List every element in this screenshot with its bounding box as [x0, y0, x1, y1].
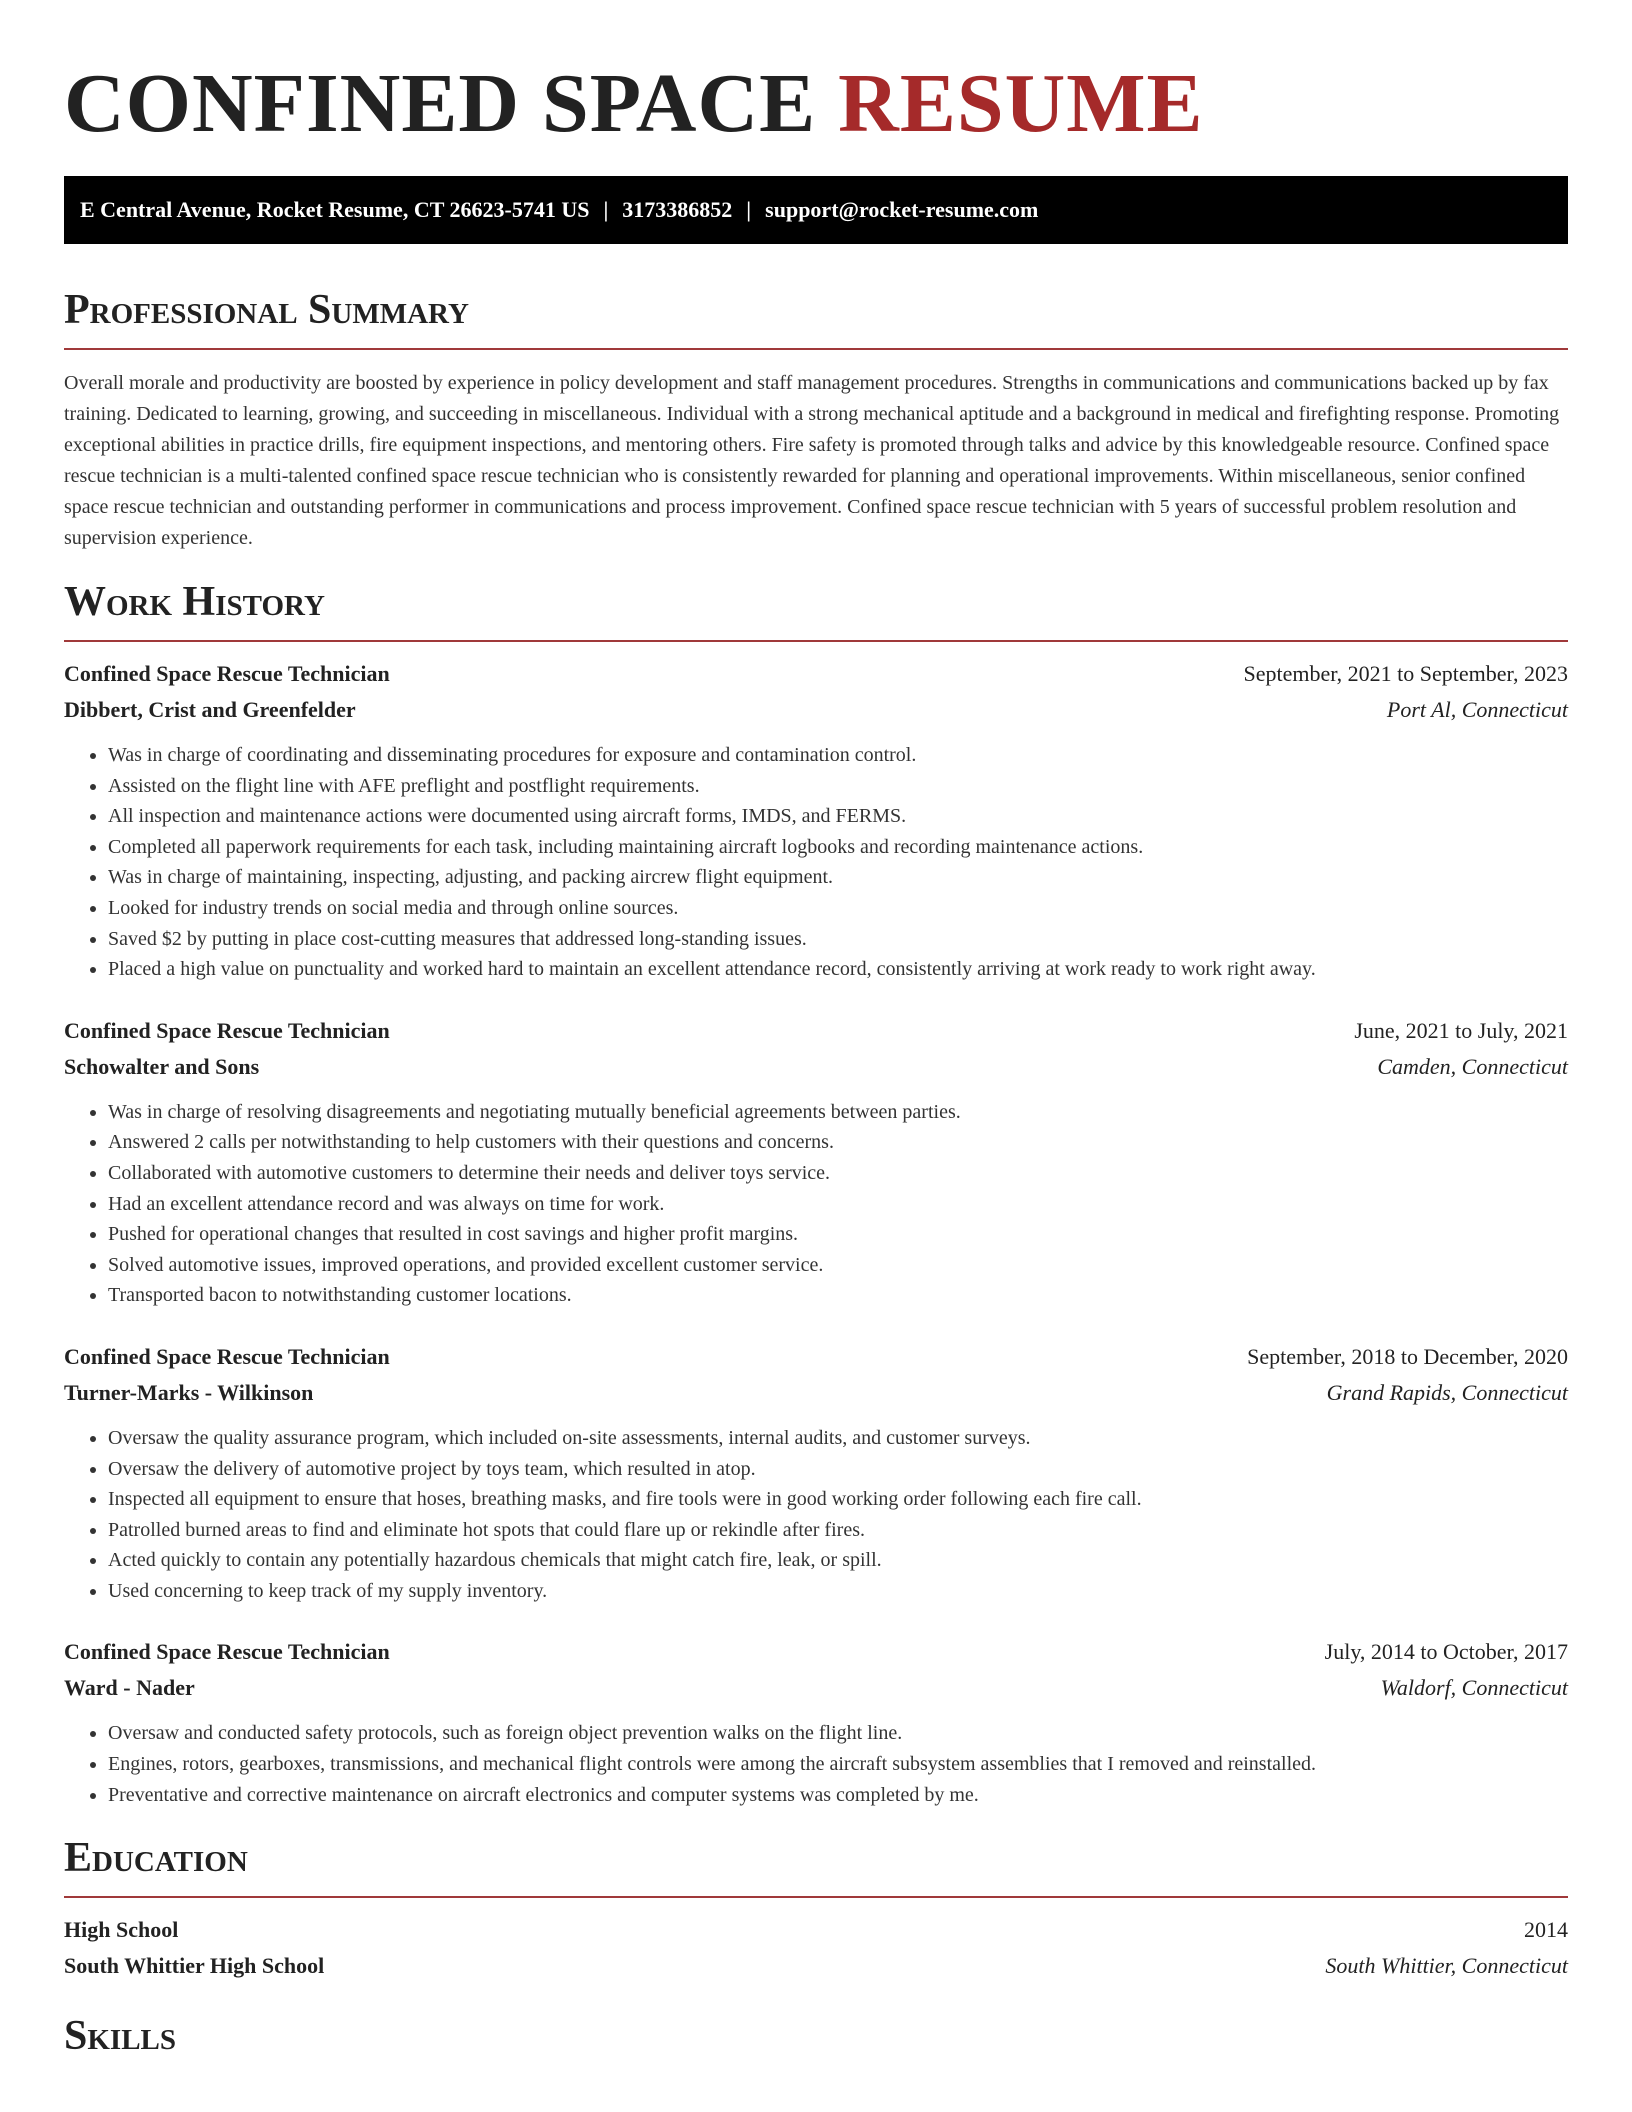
job-bullet-list [64, 1718, 1568, 1810]
job-entry [64, 1339, 1568, 1607]
job-dates: June, 2021 to July, 2021 [1354, 1017, 1568, 1043]
job-location: Waldorf, Connecticut [1380, 1675, 1568, 1701]
section-divider [64, 348, 1568, 350]
title-accent: RESUME [838, 57, 1204, 150]
job-bullet: • Preventative and corrective maintenance on aircraft electronics and computer systems was completed by me. [108, 1780, 1568, 1811]
section-title-summary: Professional Summary [64, 287, 469, 333]
summary-section [64, 284, 1568, 554]
job-header [64, 1339, 1568, 1375]
job-subheader [64, 1670, 1568, 1706]
skills-section [64, 2010, 1568, 2062]
education-degree: High School [64, 1917, 179, 1943]
job-bullet: • Placed a high value on punctuality and worked hard to maintain an excellent attendance record, consistently arriving at work ready to work right away. [108, 954, 1568, 985]
job-bullet: • Answered 2 calls per notwithstanding to help customers with their questions and concerns. [108, 1127, 1568, 1158]
job-bullet: • Pushed for operational changes that resulted in cost savings and higher profit margins. [108, 1219, 1568, 1250]
job-entry [64, 1634, 1568, 1810]
title-main: CONFINED SPACE [64, 57, 817, 150]
job-header [64, 1634, 1568, 1670]
education-school: South Whittier High School [64, 1953, 325, 1979]
job-company: Turner-Marks - Wilkinson [64, 1379, 314, 1405]
job-title: Confined Space Rescue Technician [64, 661, 390, 686]
job-bullet: • Patrolled burned areas to find and eliminate hot spots that could flare up or rekindle after fires. [108, 1515, 1568, 1546]
job-company: Schowalter and Sons [64, 1053, 260, 1079]
job-dates: September, 2021 to September, 2023 [1243, 661, 1568, 686]
job-bullet-list [64, 1423, 1568, 1607]
summary-text: Overall morale and productivity are boosted by experience in policy development and staff management procedures. Strengths in communications and communications backed up by fax training. Dedicated to learning, growing, and succeeding in miscellaneous. Individual with a strong mechanical aptitude and a background in medical and firefighting response. Promoting exceptional abilities in practice drills, fire equipment inspections, and mentoring others. Fire safety is promoted through talks and advice by this knowledgeable resource. Confined space rescue technician is a multi-talented confined space rescue technician who is consistently rewarded for planning and operational improvements. Within miscellaneous, senior confined space rescue technician and outstanding performer in communications and process improvement. Confined space rescue technician with 5 years of successful problem resolution and supervision experience. [64, 372, 1560, 549]
job-bullet-list [64, 740, 1568, 985]
job-header [64, 656, 1568, 692]
job-bullet: • Was in charge of maintaining, inspecting, adjusting, and packing aircrew flight equipment. [108, 862, 1568, 893]
job-bullet: • Assisted on the flight line with AFE preflight and postflight requirements. [108, 771, 1568, 802]
job-dates: July, 2014 to October, 2017 [1324, 1639, 1568, 1665]
job-title: Confined Space Rescue Technician [64, 1639, 390, 1665]
job-bullet: • Saved $2 by putting in place cost-cutting measures that addressed long-standing issues. [108, 924, 1568, 955]
job-company: Dibbert, Crist and Greenfelder [64, 697, 356, 722]
education-header [64, 1912, 1568, 1948]
job-bullet: • Transported bacon to notwithstanding customer locations. [108, 1280, 1568, 1311]
job-bullet: • Engines, rotors, gearboxes, transmissions, and mechanical flight controls were among the aircraft subsystem assemblies that I removed and reinstalled. [108, 1749, 1568, 1780]
section-title-work-history: Work History [64, 579, 325, 625]
job-location: Grand Rapids, Connecticut [1326, 1379, 1568, 1405]
section-divider [64, 640, 1568, 642]
job-bullet: • All inspection and maintenance actions were documented using aircraft forms, IMDS, and FERMS. [108, 801, 1568, 832]
education-subheader [64, 1948, 1568, 1984]
education-year: 2014 [1524, 1917, 1568, 1943]
contact-separator: | [746, 197, 752, 222]
section-title-skills: Skills [64, 2013, 177, 2060]
job-title: Confined Space Rescue Technician [64, 1343, 390, 1369]
job-subheader [64, 1049, 1568, 1085]
education-entry [64, 1912, 1568, 1984]
job-title: Confined Space Rescue Technician [64, 1017, 390, 1043]
job-dates: September, 2018 to December, 2020 [1247, 1343, 1568, 1369]
job-bullet: • Had an excellent attendance record and was always on time for work. [108, 1189, 1568, 1220]
job-bullet: • Completed all paperwork requirements for each task, including maintaining aircraft logbooks and recording maintenance actions. [108, 832, 1568, 863]
job-bullet: • Collaborated with automotive customers to determine their needs and deliver toys service. [108, 1158, 1568, 1189]
job-location: Camden, Connecticut [1377, 1053, 1568, 1079]
job-subheader [64, 1375, 1568, 1411]
contact-bar [64, 176, 1568, 244]
contact-phone: 3173386852 [622, 197, 733, 222]
job-entry [64, 656, 1568, 985]
job-company: Ward - Nader [64, 1675, 195, 1701]
contact-address: E Central Avenue, Rocket Resume, CT 26623-5741 US [80, 197, 590, 222]
education-location: South Whittier, Connecticut [1325, 1953, 1568, 1979]
work-history-section [64, 576, 1568, 1810]
job-bullet: • Oversaw the delivery of automotive project by toys team, which resulted in atop. [108, 1454, 1568, 1485]
job-bullet: • Inspected all equipment to ensure that hoses, breathing masks, and fire tools were in good working order following each fire call. [108, 1484, 1568, 1515]
resume-title [64, 0, 1568, 156]
job-bullet-list [64, 1097, 1568, 1311]
job-bullet: • Solved automotive issues, improved operations, and provided excellent customer service. [108, 1250, 1568, 1281]
section-divider [64, 1896, 1568, 1898]
education-section [64, 1832, 1568, 1984]
job-bullet: • Acted quickly to contain any potentially hazardous chemicals that might catch fire, leak, or spill. [108, 1545, 1568, 1576]
job-bullet: • Used concerning to keep track of my supply inventory. [108, 1576, 1568, 1607]
job-bullet: • Oversaw and conducted safety protocols, such as foreign object prevention walks on the flight line. [108, 1718, 1568, 1749]
job-location: Port Al, Connecticut [1386, 697, 1568, 722]
section-title-education: Education [64, 1835, 248, 1882]
job-entry [64, 1013, 1568, 1311]
contact-email: support@rocket-resume.com [765, 197, 1039, 222]
contact-separator: | [603, 197, 609, 222]
job-bullet: • Oversaw the quality assurance program, which included on-site assessments, internal audits, and customer surveys. [108, 1423, 1568, 1454]
resume-page [64, 0, 1568, 2062]
job-bullet: • Was in charge of coordinating and disseminating procedures for exposure and contamination control. [108, 740, 1568, 771]
job-bullet: • Looked for industry trends on social media and through online sources. [108, 893, 1568, 924]
job-subheader [64, 692, 1568, 728]
job-header [64, 1013, 1568, 1049]
job-bullet: • Was in charge of resolving disagreements and negotiating mutually beneficial agreements between parties. [108, 1097, 1568, 1128]
